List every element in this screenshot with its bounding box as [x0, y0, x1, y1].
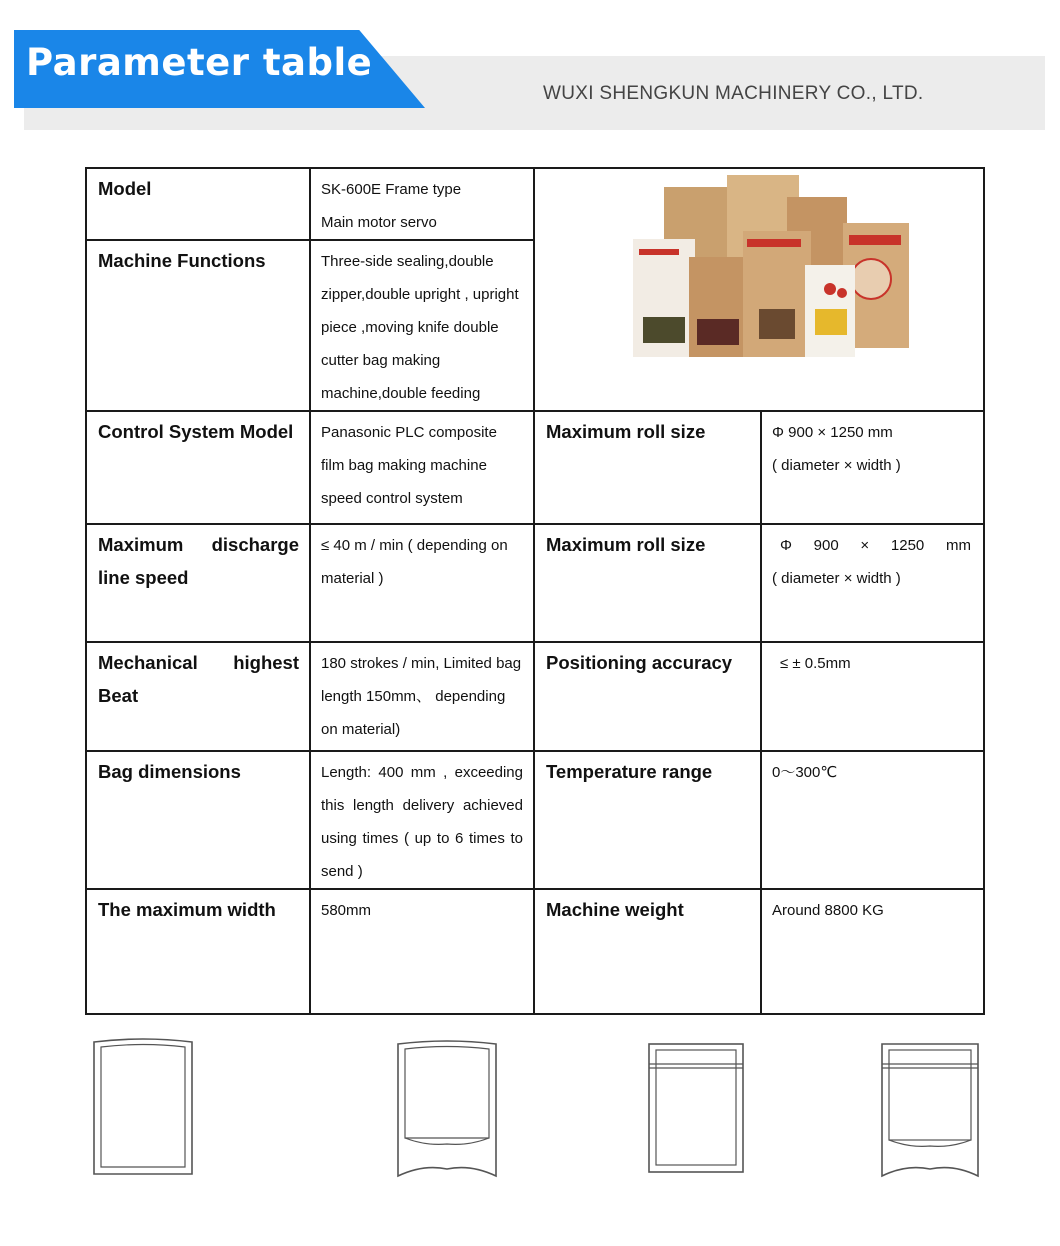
param-label: Mechanical highest Beat — [98, 652, 299, 706]
table-row — [86, 168, 984, 240]
table-cell — [86, 751, 310, 889]
company-name: WUXI SHENGKUN MACHINERY CO., LTD. — [543, 83, 924, 104]
packaging-bags-photo — [609, 169, 909, 359]
page-title: Parameter table — [26, 41, 373, 84]
param-value: Around 8800 KG — [772, 902, 884, 919]
param-label: The maximum width — [98, 899, 276, 920]
param-label: Machine Functions — [98, 250, 266, 271]
table-cell — [310, 889, 534, 1014]
param-value: Main motor servo — [321, 214, 437, 231]
table-cell — [310, 524, 534, 642]
table-row — [86, 889, 984, 1014]
table-cell — [761, 642, 984, 751]
table-cell — [310, 642, 534, 751]
table-cell — [534, 751, 761, 889]
param-value: ≤ 40 m / min ( depending on material ) — [321, 537, 508, 587]
table-cell — [310, 411, 534, 524]
zipper-pouch-icon — [647, 1034, 745, 1174]
product-photo-cell — [534, 168, 984, 411]
table-cell — [86, 168, 310, 240]
table-cell — [761, 524, 984, 642]
param-value: 180 strokes / min, Limited bag length 150mm、 depending on material) — [321, 655, 522, 738]
param-value: ≤ ± 0.5mm — [780, 655, 851, 672]
stand-up-pouch-icon — [396, 1034, 498, 1180]
param-label: Maximum discharge line speed — [98, 534, 299, 588]
param-label: Model — [98, 178, 152, 199]
table-cell — [86, 411, 310, 524]
table-cell — [761, 751, 984, 889]
param-label: Positioning accuracy — [546, 652, 733, 673]
param-label: Maximum roll size — [546, 534, 706, 555]
table-cell — [86, 240, 310, 411]
table-cell — [86, 889, 310, 1014]
table-cell — [86, 642, 310, 751]
param-value: Φ 900 × 1250 mm — [780, 537, 971, 554]
table-cell — [86, 524, 310, 642]
table-row — [86, 642, 984, 751]
table-cell — [310, 240, 534, 411]
parameter-table — [85, 167, 985, 1015]
table-cell — [534, 411, 761, 524]
param-value: 0～300℃ — [772, 764, 838, 781]
table-cell — [761, 411, 984, 524]
table-cell — [534, 889, 761, 1014]
table-cell — [310, 751, 534, 889]
table-cell — [534, 524, 761, 642]
param-value: Three-side sealing,double zipper,double upright , upright piece ,moving knife double cutter bag making machine,double feeding — [321, 253, 519, 402]
table-row — [86, 751, 984, 889]
table-cell — [761, 889, 984, 1014]
param-label: Bag dimensions — [98, 761, 241, 782]
param-value: Panasonic PLC composite film bag making machine speed control system — [321, 424, 497, 507]
param-value: Length: 400 mm , exceeding this length delivery achieved using times ( up to 6 times to send ) — [321, 764, 523, 880]
zipper-stand-up-pouch-icon — [880, 1034, 980, 1180]
param-label: Machine weight — [546, 899, 684, 920]
param-label: Temperature range — [546, 761, 713, 782]
table-cell — [534, 642, 761, 751]
table-row — [86, 411, 984, 524]
param-value: 580mm — [321, 902, 372, 919]
param-label: Maximum roll size — [546, 421, 706, 442]
param-label: Control System Model — [98, 421, 294, 442]
param-value: Φ 900 × 1250 mm — [772, 424, 893, 441]
param-value: SK-600E Frame type — [321, 181, 462, 198]
param-value: ( diameter × width ) — [772, 570, 901, 587]
flat-pouch-icon — [92, 1034, 194, 1176]
param-value: ( diameter × width ) — [772, 457, 901, 474]
table-row — [86, 524, 984, 642]
table-cell — [310, 168, 534, 240]
